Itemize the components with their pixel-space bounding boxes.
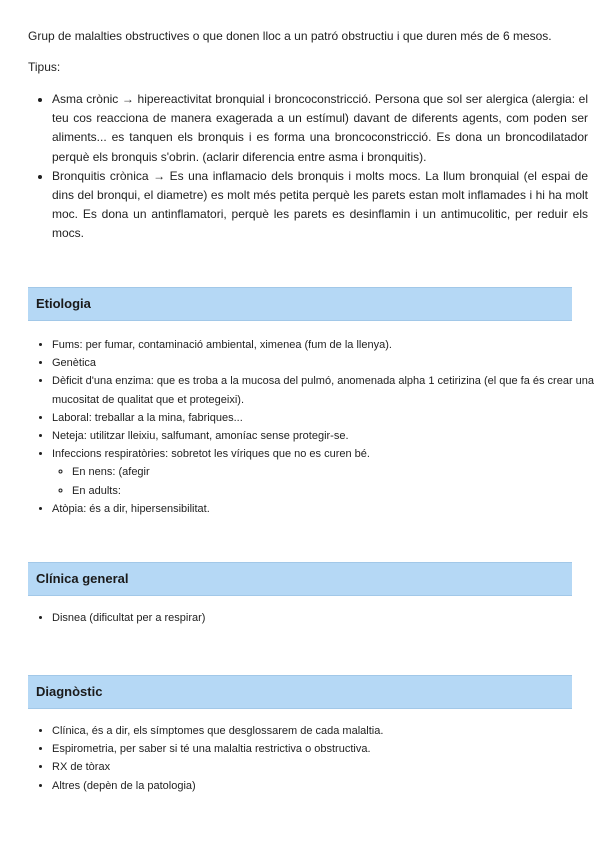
list-item: • Neteja: utilitzar lleixiu, salfumant, amoníac sense protegir-se. xyxy=(52,427,600,445)
section-title: Diagnòstic xyxy=(36,684,103,699)
list-item: • Bronquitis crònica → Es una inflamacio dels bronquis i molts mocs. La llum bronquial (el espai de dins del bronqui, el diametre) es molt més petita perquè les parets estan molt inflamades i hi ha molt moc. Es dona un antinflamatori, perquè les parets es desinflamin i un antimucolitic, per reduir els mocs. xyxy=(52,167,588,244)
section-title: Etiologia xyxy=(36,296,91,311)
section-header-clinica xyxy=(28,562,572,596)
diagnostic-list xyxy=(28,722,600,795)
section-header-etiologia xyxy=(28,287,572,321)
list-item: • Atòpia: és a dir, hipersensibilitat. xyxy=(52,500,600,518)
tipus-label: Tipus: xyxy=(28,60,61,74)
list-item: • Asma crònic → hipereactivitat bronquial i broncoconstricció. Persona que sol ser alergica (alergia: el teu cos reacciona de manera exagerada a un estímul) davant de diferents agents, com poden ser aliments... es tanquen els bronquis i es forma una broncoconstricció. Es dona un broncodilatador perquè els bronquis s'obrin. (aclarir diferencia entre asma i bronquitis). xyxy=(52,90,588,167)
etiologia-list xyxy=(28,336,600,518)
list-item: • Altres (depèn de la patologia) xyxy=(52,777,600,795)
clinica-list xyxy=(28,609,600,627)
tipus-list xyxy=(28,90,588,244)
list-item: • RX de tòrax xyxy=(52,758,600,776)
sub-list-item: ◦ En nens: (afegir xyxy=(72,463,600,481)
section-header-diagnostic xyxy=(28,675,572,709)
list-item xyxy=(52,445,600,500)
section-title: Clínica general xyxy=(36,571,129,586)
infeccions-sublist xyxy=(52,463,600,499)
list-item: • Clínica, és a dir, els símptomes que desglossarem de cada malaltia. xyxy=(52,722,600,740)
list-item: • Genètica xyxy=(52,354,600,372)
list-item: • Fums: per fumar, contaminació ambiental, ximenea (fum de la llenya). xyxy=(52,336,600,354)
intro-paragraph: Grup de malalties obstructives o que donen lloc a un patró obstructiu i que duren més de 6 mesos. xyxy=(28,29,552,43)
list-item: • Laboral: treballar a la mina, fabriques... xyxy=(52,409,600,427)
list-item: • Espirometria, per saber si té una malaltia restrictiva o obstructiva. xyxy=(52,740,600,758)
list-item-text: Infeccions respiratòries: sobretot les víriques que no es curen bé. xyxy=(52,448,370,461)
sub-list-item: ◦ En adults: xyxy=(72,482,600,500)
list-item: • Disnea (dificultat per a respirar) xyxy=(52,609,600,627)
list-item: • Dèficit d'una enzima: que es troba a la mucosa del pulmó, anomenada alpha 1 cetirizina (el que fa és crear una mucositat de qualitat que et protegeixi). xyxy=(52,372,600,408)
